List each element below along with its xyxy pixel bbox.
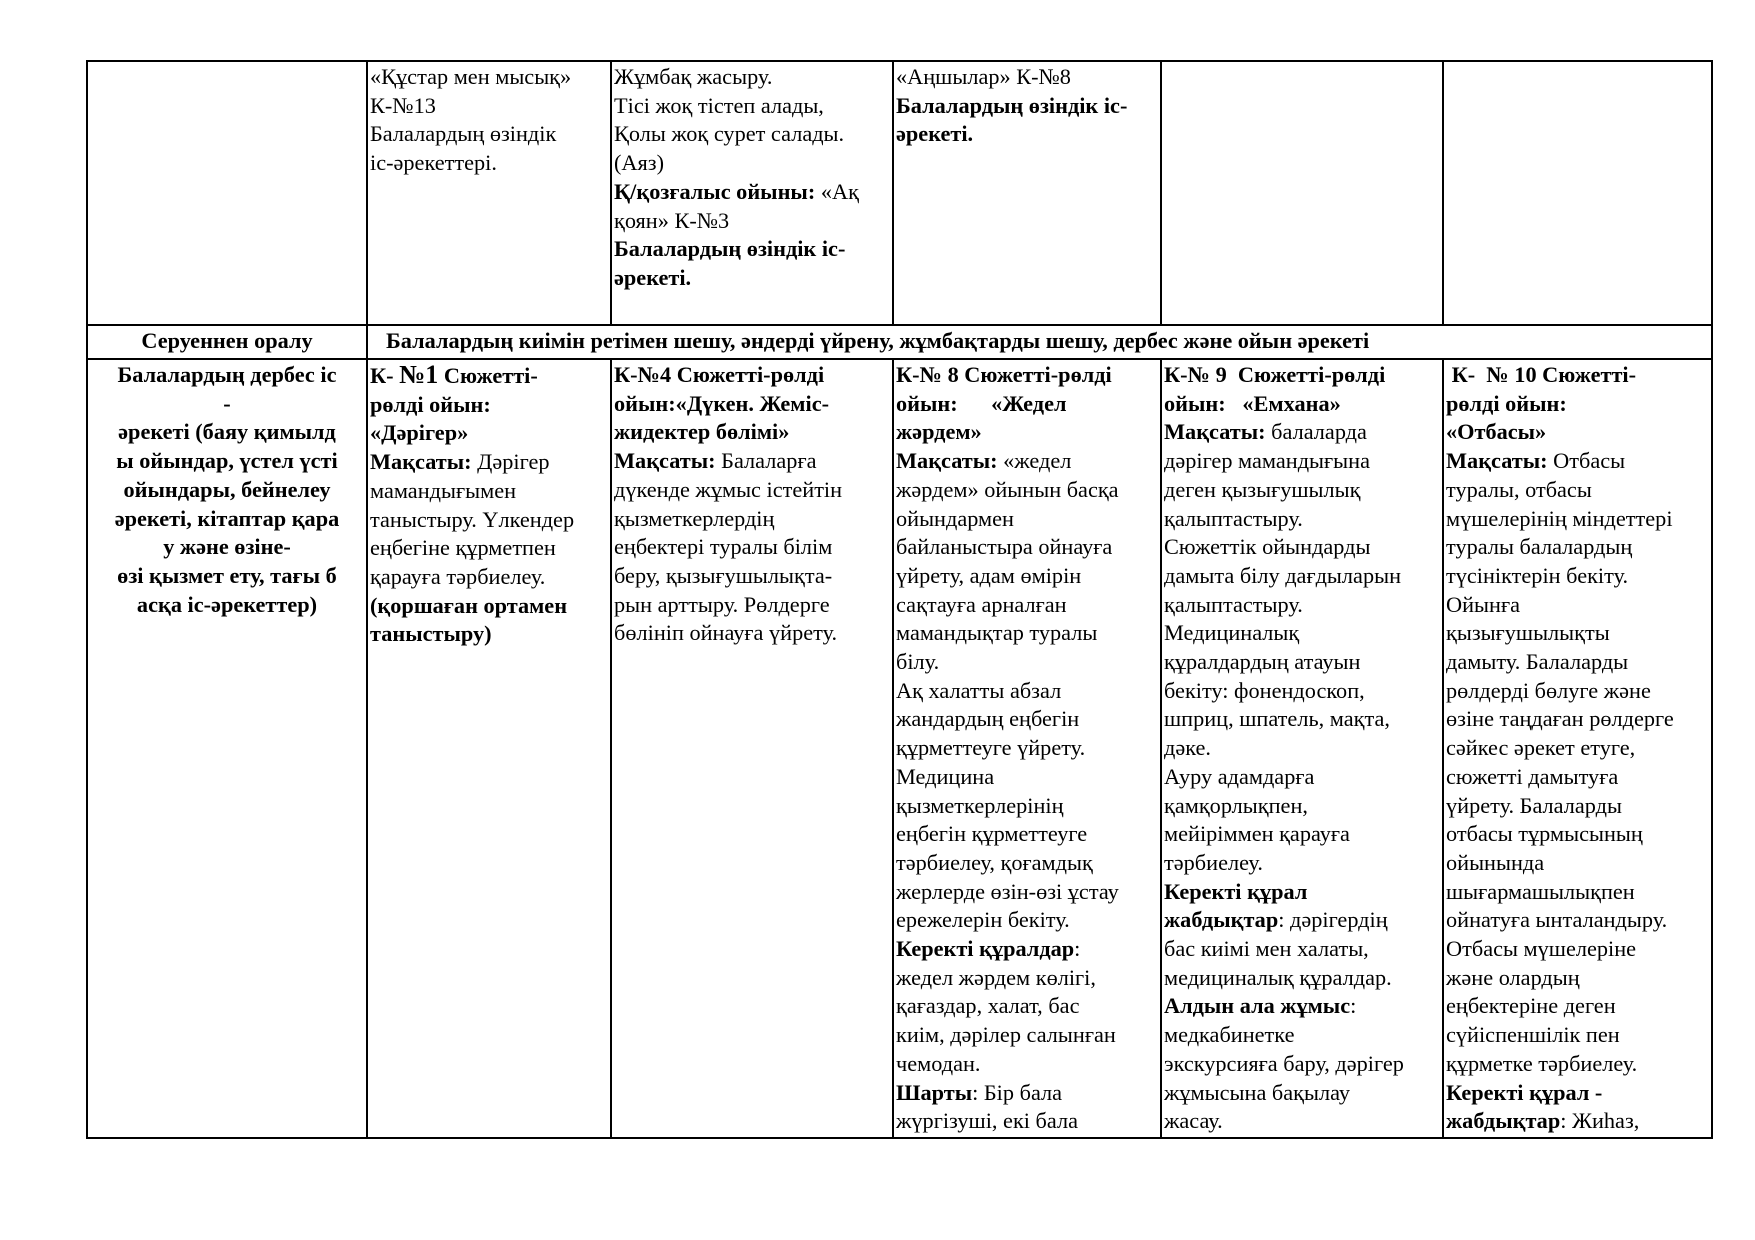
text-line: үйрету. Балаларды bbox=[1446, 792, 1622, 818]
game-name: «Ақ bbox=[815, 178, 859, 204]
game-title: К-№ 9 Сюжетті-рөлді bbox=[1164, 362, 1386, 387]
bold-line: әрекеті. bbox=[614, 264, 692, 290]
game-title: «Отбасы» bbox=[1446, 419, 1547, 445]
text-line: сюжетті дамытуға bbox=[1446, 763, 1619, 789]
label-line: у және өзіне- bbox=[163, 534, 291, 560]
text-line: медициналық құралдар. bbox=[1164, 964, 1392, 990]
goal-line: Мақсаты: Дәрігер bbox=[370, 449, 550, 475]
text-line: «Құстар мен мысық» bbox=[370, 64, 572, 89]
text-line: Ауру адамдарға bbox=[1164, 763, 1315, 789]
text-line: мейіріммен қарауға bbox=[1164, 821, 1350, 847]
text-line: қызметкерлердің bbox=[614, 505, 775, 531]
text-line: жандардың еңбегін bbox=[896, 706, 1080, 732]
text-line: дамыта білу дағдыларын bbox=[1164, 562, 1402, 588]
game-title: ойын:«Дүкен. Жеміс- bbox=[614, 390, 830, 416]
text-line: іс-әрекеттері. bbox=[370, 150, 497, 176]
text-line: тәрбиелеу. bbox=[1164, 849, 1263, 875]
text-line: рын арттыру. Рөлдерге bbox=[614, 591, 830, 617]
text-line: жедел жәрдем көлігі, bbox=[896, 964, 1096, 990]
game-title: ойын: «Емхана» bbox=[1164, 390, 1341, 416]
text-line: тәрбиелеу, қоғамдық bbox=[896, 849, 1093, 875]
game-title: рөлді ойын: bbox=[370, 391, 491, 417]
label-line: әрекеті, кітаптар қара bbox=[114, 505, 340, 531]
text-line: сәйкес әрекет етуге, bbox=[1446, 735, 1636, 761]
text-line: туралы балалардың bbox=[1446, 534, 1633, 560]
text-line: қызығушылықты bbox=[1446, 620, 1610, 646]
text-line: Медицина bbox=[896, 763, 995, 789]
text-line: мамандығымен bbox=[370, 477, 517, 503]
game-title: «Дәрігер» bbox=[370, 420, 469, 446]
text-line: құрметтеуге үйрету. bbox=[896, 735, 1086, 761]
text-line: сақтауға арналған bbox=[896, 591, 1067, 617]
text-line: түсініктерін бекіту. bbox=[1446, 562, 1629, 588]
text-line: қалыптастыру. bbox=[1164, 591, 1303, 617]
text-line: шприц, шпатель, мақта, bbox=[1164, 706, 1390, 732]
text-line: үйрету, адам өмірін bbox=[896, 562, 1082, 588]
game-title: К- № 10 Сюжетті- bbox=[1446, 362, 1637, 387]
text-line: жұмысына бақылау bbox=[1164, 1079, 1351, 1105]
text-line: мамандықтар туралы bbox=[896, 620, 1098, 646]
text-line: қамқорлықпен, bbox=[1164, 792, 1308, 818]
text-line: медкабинетке bbox=[1164, 1022, 1295, 1048]
text-line: ойнатуға ынталандыру. bbox=[1446, 907, 1668, 933]
game-cell-family bbox=[1443, 359, 1712, 1138]
text-line: К-№13 bbox=[370, 92, 436, 118]
label-line: әрекеті (баяу қимылд bbox=[118, 419, 336, 445]
text-line: туралы, отбасы bbox=[1446, 476, 1592, 502]
bold-line: Балалардың өзіндік іс- bbox=[614, 236, 846, 262]
text-line: Қолы жоқ сурет салады. bbox=[614, 121, 845, 147]
text-line: қағаздар, халат, бас bbox=[896, 993, 1080, 1019]
table-row bbox=[87, 325, 1712, 359]
row1-cell-2 bbox=[367, 61, 611, 325]
game-title: К-№4 Сюжетті-рөлді bbox=[614, 362, 825, 387]
text-line: дәрігер мамандығына bbox=[1164, 448, 1370, 474]
game-title: К-№ 8 Сюжетті-рөлді bbox=[896, 362, 1112, 387]
game-cell-clinic bbox=[1161, 359, 1443, 1138]
plan-table bbox=[86, 60, 1713, 1139]
row1-cell-5 bbox=[1161, 61, 1443, 325]
text-line: жәрдем» ойынын басқа bbox=[896, 476, 1119, 502]
text-line: бөлініп ойнауға үйрету. bbox=[614, 620, 838, 646]
text-line: деген қызығушылық bbox=[1164, 476, 1361, 502]
text-line: қоян» К-№3 bbox=[614, 207, 730, 233]
prep-line: Алдын ала жұмыс: bbox=[1164, 993, 1357, 1019]
game-cell-doctor bbox=[367, 359, 611, 1138]
text-line: қалыптастыру. bbox=[1164, 505, 1303, 531]
text-line: мүшелерінің міндеттері bbox=[1446, 505, 1673, 531]
text-line: дүкенде жұмыс істейтін bbox=[614, 476, 843, 502]
game-label: Қ/қозғалыс ойыны: bbox=[614, 178, 816, 204]
label-line: ы ойындар, үстел үсті bbox=[116, 448, 338, 474]
text-line: еңбектері туралы білім bbox=[614, 534, 833, 560]
condition-line: Шарты: Бір бала bbox=[896, 1079, 1063, 1105]
row2-label: Серуеннен оралу bbox=[87, 325, 367, 359]
text-line: білу. bbox=[896, 649, 940, 675]
text-line: қызметкерлерінің bbox=[896, 792, 1064, 818]
bold-line: таныстыру) bbox=[370, 621, 492, 647]
bold-line: әрекеті. bbox=[896, 121, 974, 147]
game-title: ойын: «Жедел bbox=[896, 390, 1067, 416]
text-line: жүргізуші, екі бала bbox=[896, 1108, 1079, 1134]
text-line: ойынында bbox=[1446, 849, 1545, 875]
tools-line: жабдықтар: дәрігердің bbox=[1164, 907, 1388, 933]
text-line: Тісі жоқ тістеп алады, bbox=[614, 92, 824, 118]
text-line: байланыстыра ойнауға bbox=[896, 534, 1113, 560]
text-line: экскурсияға бару, дәрігер bbox=[1164, 1050, 1404, 1076]
text-line: рөлдерді бөлуге және bbox=[1446, 677, 1651, 703]
text-line: таныстыру. Үлкендер bbox=[370, 506, 575, 532]
text-line: Балалардың өзіндік bbox=[370, 121, 557, 147]
tools-label: Керекті құрал - bbox=[1446, 1079, 1603, 1105]
table-row bbox=[87, 61, 1712, 325]
text-line: шығармашылықпен bbox=[1446, 878, 1635, 904]
game-title: К- №1 Сюжетті- bbox=[370, 360, 538, 389]
text-line: «Аңшылар» К-№8 bbox=[896, 64, 1071, 89]
goal-line: Мақсаты: балаларда bbox=[1164, 419, 1367, 445]
text-line: киім, дәрілер салынған bbox=[896, 1022, 1116, 1048]
text-line: жасау. bbox=[1164, 1108, 1223, 1134]
game-title: жәрдем» bbox=[896, 419, 982, 445]
game-title: жидектер бөлімі» bbox=[614, 419, 790, 445]
label-line: асқа іс-әрекеттер) bbox=[136, 591, 318, 617]
tools-label: Керекті құрал bbox=[1164, 878, 1308, 904]
table-row bbox=[87, 359, 1712, 1138]
text-line: ойындармен bbox=[896, 505, 1014, 531]
row3-label-cell bbox=[87, 359, 367, 1138]
text-line: ережелерін бекіту. bbox=[896, 907, 1070, 933]
text-line: дәке. bbox=[1164, 735, 1211, 761]
game-line bbox=[614, 178, 890, 207]
text-line: (Аяз) bbox=[614, 150, 665, 176]
game-cell-shop bbox=[611, 359, 893, 1138]
label-line: ойындары, бейнелеу bbox=[123, 476, 331, 502]
row1-cell-6 bbox=[1443, 61, 1712, 325]
goal-line: Мақсаты: Балаларға bbox=[614, 448, 817, 474]
text-line: Ойынға bbox=[1446, 591, 1520, 617]
game-cell-ambulance bbox=[893, 359, 1161, 1138]
text-line: өзіне таңдаған рөлдерге bbox=[1446, 706, 1674, 732]
text-line: отбасы тұрмысының bbox=[1446, 821, 1643, 847]
label-line: Балалардың дербес іс bbox=[117, 362, 337, 387]
bold-line: Балалардың өзіндік іс- bbox=[896, 92, 1128, 118]
row2-content: Балалардың киімін ретімен шешу, әндерді үйрену, жұмбақтарды шешу, дербес және ойын әрекеті bbox=[367, 325, 1712, 359]
goal-line: Мақсаты: «жедел bbox=[896, 448, 1072, 474]
game-title: рөлді ойын: bbox=[1446, 390, 1567, 416]
row1-cell-4 bbox=[893, 61, 1161, 325]
bold-line: (қоршаған ортамен bbox=[370, 592, 568, 618]
text-line: беру, қызығушылықта- bbox=[614, 562, 833, 588]
text-line: бас киімі мен халаты, bbox=[1164, 936, 1369, 962]
text-line: және олардың bbox=[1446, 964, 1580, 990]
tools-line: жабдықтар: Жиһаз, bbox=[1446, 1108, 1640, 1134]
text-line: сүйіспеншілік пен bbox=[1446, 1022, 1620, 1048]
text-line: Сюжеттік ойындарды bbox=[1164, 534, 1371, 560]
row1-cell-3 bbox=[611, 61, 893, 325]
text-line: қарауға тәрбиелеу. bbox=[370, 563, 546, 589]
text-line: еңбегіне құрметпен bbox=[370, 535, 556, 561]
text-line: бекіту: фонендоскоп, bbox=[1164, 677, 1365, 703]
text-line: чемодан. bbox=[896, 1050, 981, 1076]
text-line: Отбасы мүшелеріне bbox=[1446, 936, 1637, 962]
text-line: еңбегін құрметтеуге bbox=[896, 821, 1088, 847]
text-line: дамыту. Балаларды bbox=[1446, 649, 1629, 675]
text-line: Медициналық bbox=[1164, 620, 1300, 646]
text-line: еңбектеріне деген bbox=[1446, 993, 1616, 1019]
text-line: Ақ халатты абзал bbox=[896, 677, 1062, 703]
text-line: құралдардың атауын bbox=[1164, 649, 1361, 675]
text-line: құрметке тәрбиелеу. bbox=[1446, 1050, 1638, 1076]
text-line: Жұмбақ жасыру. bbox=[614, 64, 773, 89]
goal-line: Мақсаты: Отбасы bbox=[1446, 448, 1626, 474]
label-line: өзі қызмет ету, тағы б bbox=[117, 562, 337, 588]
row1-label-cell bbox=[87, 61, 367, 325]
text-line: жерлерде өзін-өзі ұстау bbox=[896, 878, 1119, 904]
tools-line: Керекті құралдар: bbox=[896, 936, 1081, 962]
label-line: - bbox=[223, 390, 231, 416]
